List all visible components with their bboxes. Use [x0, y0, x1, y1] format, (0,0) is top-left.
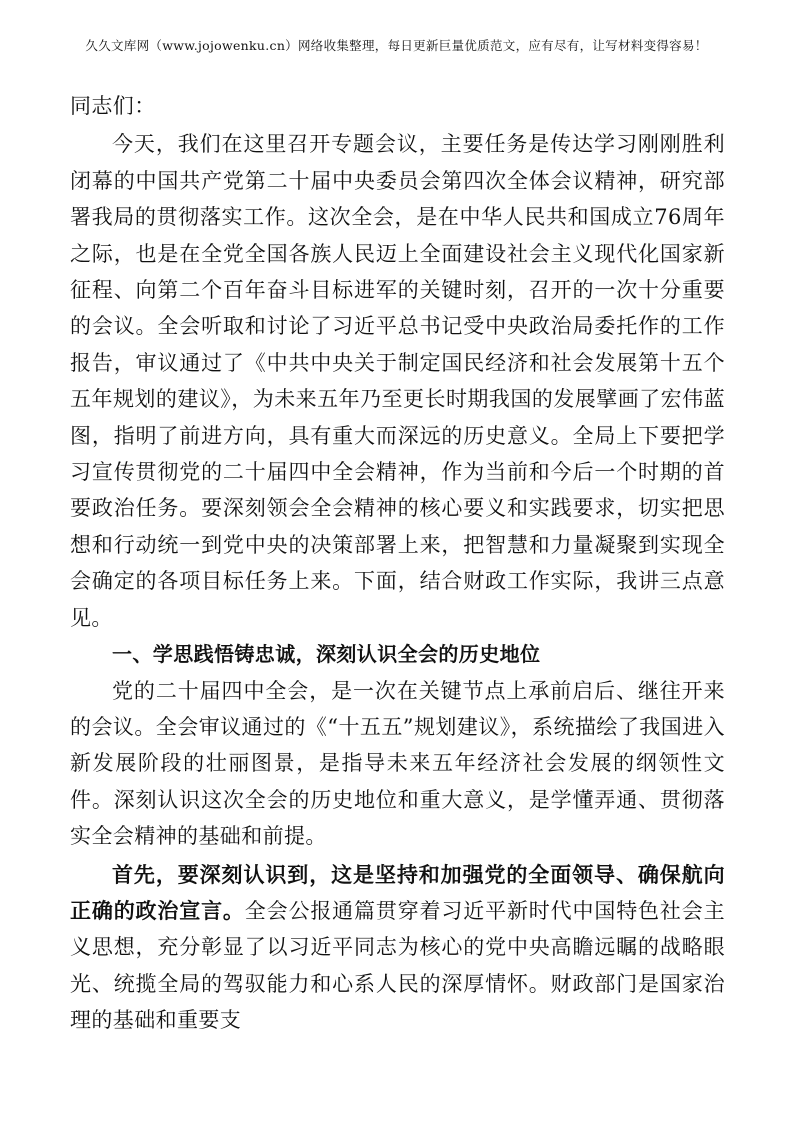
document-body: [70, 88, 725, 1039]
section-heading-1: 一、学思践悟铸忠诚，深刻认识全会的历史地位: [112, 642, 541, 667]
point-1-paragraph: [70, 857, 725, 1039]
point-1-lead: 首先，要深刻认识到，这是坚持和加强党的全面领导、确保航向正确的政治宣言。: [70, 861, 725, 923]
page-header: 久久文库网（www.jojowenku.cn）网络收集整理，每日更新巨量优质范文，应有尽有，让写材料变得容易！: [85, 38, 708, 53]
point-1-text: 全会公报通篇贯穿着习近平新时代中国特色社会主义思想，充分彰显了以习近平同志为核心的党中央高瞻远瞩的战略眼光、统揽全局的驾驭能力和心系人民的深厚情怀。财政部门是国家治理的基础和重要支: [70, 898, 725, 1033]
intro-paragraph: 今天，我们在这里召开专题会议，主要任务是传达学习刚刚胜利闭幕的中国共产党第二十届中央委员会第四次全体会议精神，研究部署我局的贯彻落实工作。这次全会，是在中华人民共和国成立76周年之际，也是在全党全国各族人民迈上全面建设社会主义现代化国家新征程、向第二个百年奋斗目标进军的关键时刻，召开的一次十分重要的会议。全会听取和讨论了习近平总书记受中央政治局委托作的工作报告，审议通过了《中共中央关于制定国民经济和社会发展第十五个五年规划的建议》，为未来五年乃至更长时期我国的发展擘画了宏伟蓝图，指明了前进方向，具有重大而深远的历史意义。全局上下要把学习宣传贯彻党的二十届四中全会精神，作为当前和今后一个时期的首要政治任务。要深刻领会全会精神的核心要义和实践要求，切实把思想和行动统一到党中央的决策部署上来，把智慧和力量凝聚到实现全会确定的各项目标任务上来。下面，结合财政工作实际，我讲三点意见。: [70, 132, 725, 630]
section-1-paragraph: 党的二十届四中全会，是一次在关键节点上承前启后、继往开来的会议。全会审议通过的《“十五五”规划建议》，系统描绘了我国进入新发展阶段的壮丽图景，是指导未来五年经济社会发展的纲领性文件。深刻认识这次全会的历史地位和重大意义，是学懂弄通、贯彻落实全会精神的基础和前提。: [70, 678, 725, 849]
salutation: 同志们：: [70, 94, 156, 118]
